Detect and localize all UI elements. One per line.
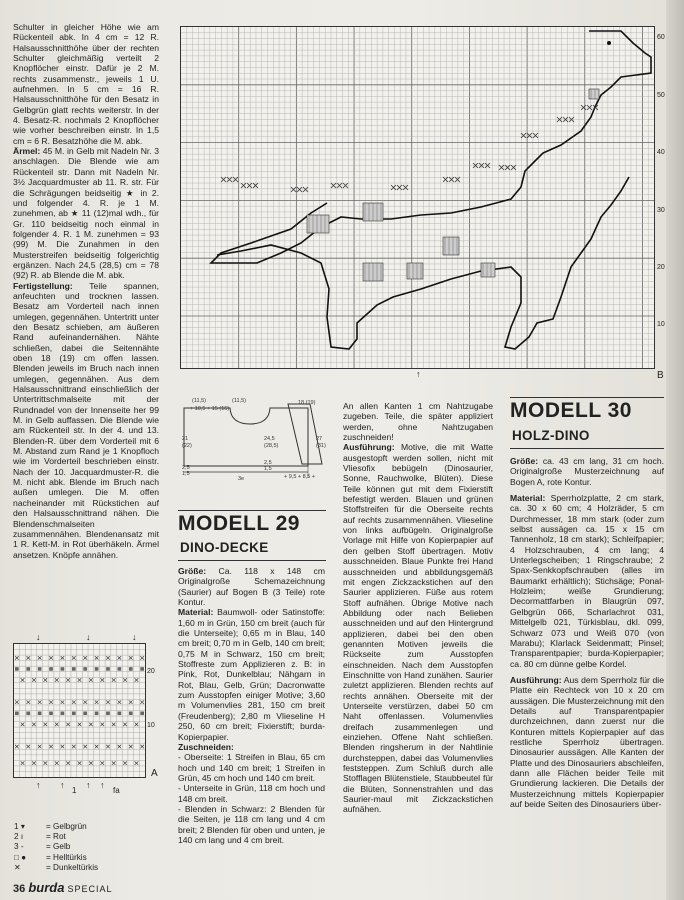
paragraph: Größe: Ca. 118 x 148 cm Originalgroße Schemazeichnung (Saurier) auf Bogen B (3 Teile) rote Kontur. bbox=[178, 566, 325, 608]
dino-chart-row-label: 60 bbox=[657, 34, 665, 41]
paragraph: Ärmel: 45 M. in Gelb mit Nadeln Nr. 3 anschlagen. Die Blende wie am Rückenteil str. Dann mit Nadeln Nr. 3½ Jacquardmuster ab 11. R. str. Für die Schrägungen beidseitig ★ in 2. und folgender 4. R. je 1 M. zunehmen, ab ★ 11 (12)mal wdh., für Gr. 110 beidseitig noch einmal in folgender 4. R. 1 M. zunehmen = 93 (99) M. Die Zunahmen in den Musterstreifen beidseitig folgerichtig ergänzen. Nach 24,5 (28,5) cm = 78 (92) R. ab Blende die M. abk. bbox=[13, 146, 159, 281]
page-number: 36 bbox=[13, 883, 26, 895]
small-chart-col-label: 1 bbox=[72, 786, 77, 795]
paragraph: Fertigstellung: Teile spannen, anfeuchten und trocknen lassen. Besatz am Vorderteil nach innen umlegen, gegennähen. Untertritt unter den Besatz schieben, am äußeren Rand aufeinandernähen. Nähte schließen, dabei die Seitennähte oben 18 (19) cm offen lassen. Blenden jeweils im Bruch nach innen umlegen, gegennähen. Aus dem Halsausschnittrand einschließlich der Untertrittschmalseite mit der Rundnadel von der Innenseite her 99 M. in Gelb auffassen. Die Blende wie am Rückenteil str. In der 4. und 13. Blenden-R. über dem Vorderteil mit 6 M. Abstand zum Rand je 1 Knopfloch wie im Vorderteil beschrieben einstr. Nach der 10. Jacquardmuster-R. die M. nicht abk. Blende im Bruch nach außen umlegen. Die M. offen nacheinander mit Rückstichen auf den Halsausschnittrand nähen. Die Blendenschmalseiten zusammennähen. Blendenansatz mit 1 R. Kett-M. in Rot überhäkeln. Ärmel ansetzen. Knöpfe annähen. bbox=[13, 280, 159, 560]
small-chart-arrow: ↑ bbox=[60, 780, 65, 790]
dino-chart-row-label: 30 bbox=[657, 207, 665, 214]
schematic-label: 24,5 bbox=[264, 436, 275, 442]
small-chart-arrow: ↑ bbox=[36, 780, 41, 790]
schematic-label: 21 bbox=[182, 436, 189, 442]
small-chart-arrow: ↓ bbox=[36, 632, 41, 642]
paragraph: Schulter in gleicher Höhe wie am Rückenteil abk. In 4 cm = 12 R. Halsausschnitthöhe über der rechten Schulter gleichmäßig verteilt 2 Knopflöcher einstr. Dafür je 2 M. rechts zusammenstr., jeweils 1 U. aufnehmen. In 5 cm = 16 R. Halsausschnitthöhe für den Besatz in Gelbgrün glatt rechts weiterstr. In der 4. Besatz-R. nochmals 2 Knopflöcher wie vorher beschreiben einstr. In 1,5 cm = 6 R. Besatzhöhe die M. abk. bbox=[13, 22, 159, 146]
model29-subtitle: DINO-DECKE bbox=[180, 540, 269, 555]
paragraph: Material: Sperrholzplatte, 2 cm stark, ca. 30 x 60 cm; 4 Holzräder, 5 cm Durchmesser, 18 mm stark (oder zum selbst aussägen ca. 15 x 15 cm Tannenholz, 18 cm stark); Schleifpapier; 4 Holzschrauben, 4 cm lang; 4 Unterlegscheiben; 1 Ringschraube; 2 Spax-Senkkopfschrauben (alles im Baumarkt erhältlich); Stichsäge; Ponal-Holzleim; weiße Grundierung; Decormattfarben in Blaugrün 097, Gelbgrün 066, Scharlachrot 031, Mittelgelb 021, Türkisblau, dkl. 099, Schwarz 073 und Weiß 070 (von Marabu); Klarlack Seidenmatt; Pinsel; Transparentpapier; burda-Kopierpapier; ca. 80 cm dünne gelbe Kordel. bbox=[510, 493, 664, 669]
model30-subtitle: HOLZ-DINO bbox=[512, 428, 590, 443]
small-chart-arrow: ↑ bbox=[86, 780, 91, 790]
schematic-label: (31) bbox=[316, 443, 326, 449]
dino-chart-arrow: ↑ bbox=[416, 369, 421, 379]
schematic-label: 27 bbox=[316, 436, 323, 442]
legend-row: 1 ▾ = Gelbgrün bbox=[14, 822, 87, 831]
brand-logo: burda bbox=[28, 880, 65, 895]
page-binding bbox=[666, 0, 684, 900]
schematic-label: 18 (19) bbox=[298, 400, 316, 406]
legend-row: □ ● = Helltürkis bbox=[14, 852, 87, 862]
divider bbox=[510, 397, 664, 398]
model29-title: MODELL 29 bbox=[178, 512, 300, 535]
dino-knitting-chart bbox=[180, 26, 655, 369]
legend-row: ✕ = Dunkeltürkis bbox=[14, 862, 99, 872]
divider bbox=[178, 560, 326, 561]
middle-column-text bbox=[343, 401, 493, 815]
jacquard-border-chart bbox=[13, 643, 146, 778]
page-footer bbox=[13, 880, 113, 895]
left-column-text bbox=[13, 22, 159, 560]
dino-chart-row-label: 50 bbox=[657, 92, 665, 99]
sleeve-shape bbox=[280, 398, 340, 478]
color-legend bbox=[14, 822, 98, 873]
small-chart-row-label: 10 bbox=[147, 722, 155, 729]
dino-chart-row-label: 10 bbox=[657, 321, 665, 328]
paragraph: Größe: ca. 43 cm lang, 31 cm hoch. Originalgroße Musterzeichnung auf Bogen A, rote Kontur. bbox=[510, 456, 664, 487]
dino-chart-row-label: 40 bbox=[657, 149, 665, 156]
schematic-label: 3e bbox=[238, 476, 245, 482]
schematic-label: 1,5 bbox=[182, 471, 190, 477]
legend-row: 2 ı = Rot bbox=[14, 832, 66, 842]
paragraph: Ausführung: Aus dem Sperrholz für die Platte ein Rechteck von 10 x 20 cm aussägen. Die Musterzeichnung mit den Details auf Transparentpapier durchzeichnen, dann zuerst nur die Konturen mittels Kopierpapier auf das restliche Sperrholz übertragen. Dinosaurier aussägen. Alle Kanten der Platte und des Dinosauriers abschleifen, dann alle Flächen beider Teile mit Grundierung lackieren. Die Details der Musterzeichnung mittels Kopierpapier auf beide Seiten des Dinosauriers über- bbox=[510, 674, 664, 809]
small-chart-col-label: fa bbox=[113, 786, 120, 795]
small-chart-arrow: ↑ bbox=[100, 780, 105, 790]
model30-title: MODELL 30 bbox=[510, 399, 632, 422]
schematic-label: (11,5) bbox=[192, 398, 206, 404]
dino-chart-grid bbox=[181, 27, 654, 368]
border-chart-grid bbox=[14, 644, 145, 777]
divider bbox=[510, 448, 664, 449]
paragraph: - Blenden in Schwarz: 2 Blenden für die Seiten, je 118 cm lang und 4 cm breit; 2 Blenden für oben und unten, je 140 cm lang und 4 cm breit. bbox=[178, 803, 325, 845]
divider bbox=[178, 510, 326, 511]
small-chart-arrow: ↓ bbox=[132, 632, 137, 642]
schematic-label: + 10,5 + 15 (16) bbox=[190, 406, 230, 412]
paragraph: - Oberseite: 1 Streifen in Blau, 65 cm hoch und 140 cm breit; 1 Streifen in Grün, 45 cm hoch und 140 cm breit. bbox=[178, 752, 325, 783]
small-chart-row-label: 20 bbox=[147, 668, 155, 675]
schematic-label: 2,5 bbox=[264, 460, 272, 466]
schematic-label: (11,5) bbox=[232, 398, 246, 404]
small-chart-row-label: A bbox=[151, 768, 158, 779]
paragraph: Material: Baumwoll- oder Satinstoffe: 1,60 m in Grün, 150 cm breit (auch für die Unterseite); 0,65 m in Blau, 140 cm breit; 0,70 m in Gelb, 140 cm breit; 0,75 M in Schwarz, 150 cm breit; Stoffreste zum Applizieren z. B: in Pink, Rot, Dunkelblau; Nähgarn in Rot, Blau, Gelb, Grün; Dacronwatte zum Ausstopfen einiger Motive; 3,60 m Volumenvlies 281, 150 cm breit (Freudenberg); 2,80 m Vlieseline H 250, 60 cm breit; Fixierstift; burda-Kopierpapier. bbox=[178, 607, 325, 742]
model30-text bbox=[510, 456, 664, 809]
schematic-label: 2,5 bbox=[182, 465, 190, 471]
legend-row: 3 - = Gelb bbox=[14, 842, 71, 852]
model29-text bbox=[178, 566, 325, 845]
small-chart-arrow: ↓ bbox=[86, 632, 91, 642]
paragraph: An allen Kanten 1 cm Nahtzugabe zugeben. Teile, die später appliziert werden, ohne Nahtzugaben zuschneiden! bbox=[343, 401, 493, 443]
schematic-label: 1,5 bbox=[264, 466, 272, 472]
schematic-label: + 9,5 + 8,5 + bbox=[284, 474, 316, 480]
brand-special: SPECIAL bbox=[67, 884, 113, 894]
schematic-label: (28,5) bbox=[264, 443, 279, 449]
schematic-label: (22) bbox=[182, 443, 192, 449]
dino-chart-row-label: B bbox=[657, 370, 664, 381]
paragraph: Zuschneiden: bbox=[178, 741, 234, 752]
dino-chart-row-label: 20 bbox=[657, 264, 665, 271]
paragraph: - Unterseite in Grün, 118 cm hoch und 148 cm breit. bbox=[178, 783, 325, 804]
paragraph: Ausführung: Motive, die mit Watte ausgestopft werden sollen, nicht mit Vliesofix bebügeln (Dinosaurier, Sonne, Rauchwolke, Blüten). Diese Teile können gut mit dem Fixierstift befestigt werden. Blauen und grünen Stoffstreifen für die Oberseite rechts auf rechts zusammennähen. Vlieseline von links aufbügeln. Originalgroße Vorlage mit Hilfe von Kopierpapier auf den gelben Stoff übertragen. Motiv ausschneiden. Blaue Punkte frei Hand ausschneiden und abbildungsgemäß mit engen Zickzackstichen auf den Saurier applizieren. Füße aus rotem Stoff aufnähen. Übrige Motive nach Abbildung oder nach Belieben ausschneiden und auf den Hintergrund applizieren, dabei bei den oben genannten Motiven jeweils die Rückseite zum Ausstopfen einschneiden. Nach dem Ausstopfen Einschnitte von Hand zunähen. Saurier zuletzt applizieren. Blenden rechts auf rechts annähen. Oberseite mit der Unterseite verstürzen, dabei 50 cm Naht offenlassen. Volumenvlies dreifach zusammenlegen und einziehen. Offene Naht schließen. Blenden ringsherum in der Nahtlinie durchsteppen, dabei das Volumenvlies feststeppen. Zum Schluß durch alle Stofflagen Blütenstiele, Staubbeutel für die Blüten, Sonnenstrahlen und das Saurier-maul mit Zickzackstichen aufnähen. bbox=[343, 442, 493, 815]
